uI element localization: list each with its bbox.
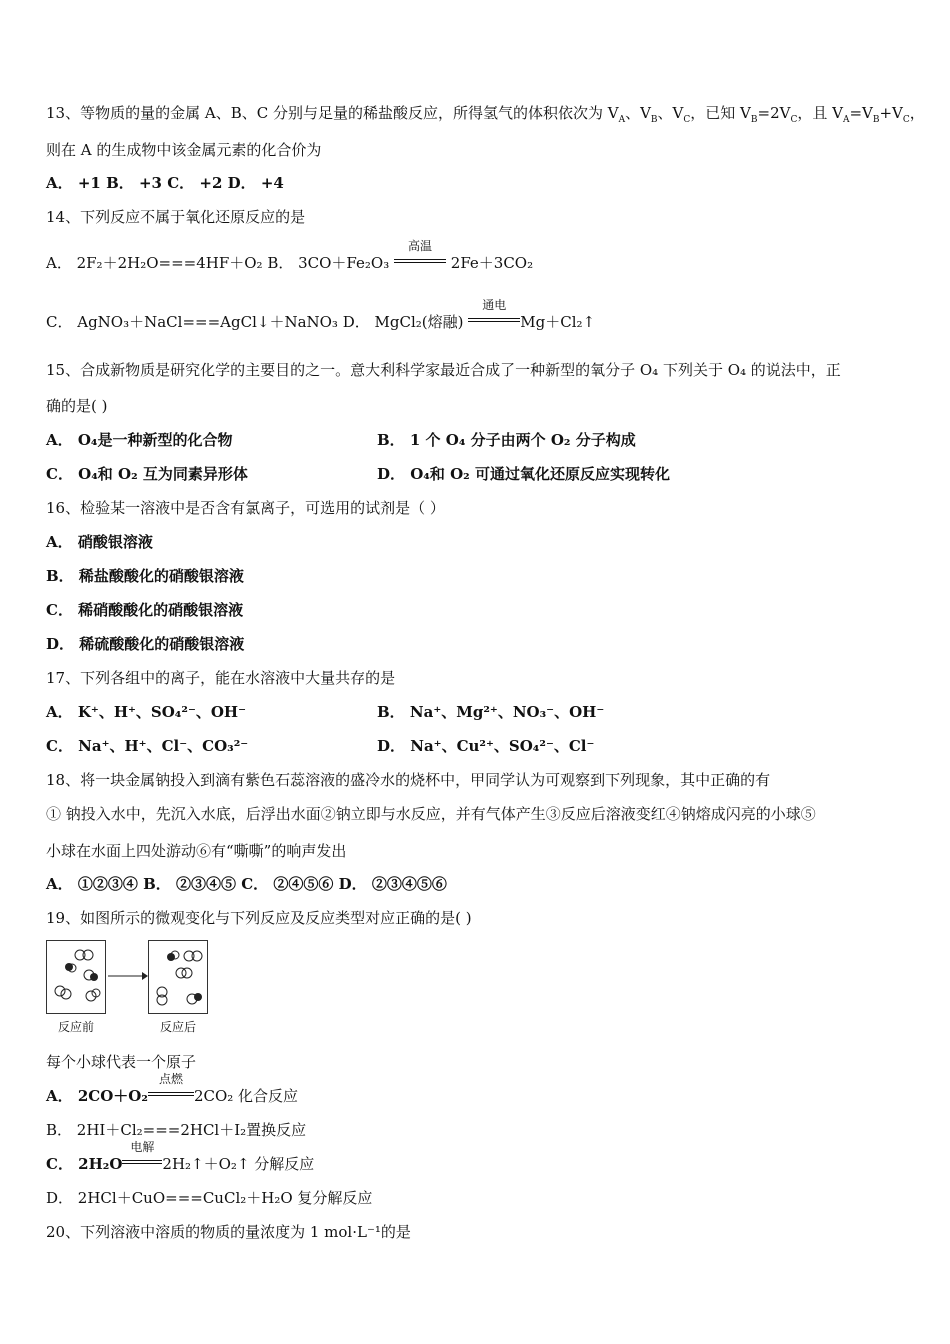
q19-c-condition-arrow: [122, 1140, 162, 1174]
q19-option-a: [46, 1072, 299, 1106]
q19-option-a-tail: 2CO₂ 化合反应: [193, 1087, 299, 1105]
q14-option-cd-text: C． AgNO₃＋NaCl===AgCl↓＋NaNO₃ D． MgCl₂(熔融): [46, 313, 464, 331]
q15-line2: 确的是( ): [46, 397, 108, 415]
q13-line1-mid: ，已知 V: [690, 104, 751, 122]
figure-before-box: [46, 940, 106, 1014]
q19-a-condition: 点燃: [158, 1072, 183, 1086]
q20-stem: 20、下列溶液中溶质的物质的量浓度为 1 mol·L⁻¹的是: [46, 1223, 411, 1241]
after-molecules-icon: [149, 941, 207, 1013]
q13-line1-text: 13、等物质的量的金属 A、B、C 分别与足量的稀盐酸反应，所得氢气的体积依次为 V: [46, 104, 619, 122]
q19-option-a-text: A． 2CO＋O₂: [46, 1087, 148, 1105]
q13-line2: 则在 A 的生成物中该金属元素的化合价为: [46, 141, 322, 159]
q19-note: 每个小球代表一个原子: [46, 1053, 197, 1071]
q16-option-d: D． 稀硫酸酸化的硝酸银溶液: [46, 635, 245, 653]
q17-stem: 17、下列各组中的离子，能在水溶液中大量共存的是: [46, 669, 396, 687]
q14-option-ab-text: A． 2F₂＋2H₂O===4HF＋O₂ B． 3CO＋Fe₂O₃: [46, 254, 390, 272]
q16-option-c: C． 稀硝酸酸化的硝酸银溶液: [46, 601, 244, 619]
q17-option-b: B． Na⁺、Mg²⁺、NO₃⁻、OH⁻: [377, 703, 605, 721]
q18-line3: 小球在水面上四处游动⑥有“嘶嘶”的响声发出: [46, 842, 347, 860]
q15-line1: 15、合成新物质是研究化学的主要目的之一。意大利科学家最近合成了一种新型的氧分子 O₄ 下列关于 O₄ 的说法中，正: [46, 361, 841, 379]
q19-option-c-tail: 2H₂↑＋O₂↑ 分解反应: [162, 1155, 315, 1173]
q14-option-ab: [46, 239, 534, 273]
q19-a-condition-arrow: [148, 1072, 194, 1106]
q15-option-d: D． O₄和 O₂ 可通过氧化还原反应实现转化: [377, 465, 670, 483]
q19-stem: 19、如图所示的微观变化与下列反应及反应类型对应正确的是( ): [46, 909, 472, 927]
q19-option-c-text: C． 2H₂O: [46, 1155, 123, 1173]
q13-line1: 13、等物质的量的金属 A、B、C 分别与足量的稀盐酸反应，所得氢气的体积依次为 $V_A$、$V_B$、$V_C$，已知 $V_B=2V_C$，且 $V_A=V_B+V_C$，: [46, 104, 925, 125]
arrow-icon: [106, 970, 148, 982]
q15-option-b: B． 1 个 O₄ 分子由两个 O₂ 分子构成: [377, 431, 636, 449]
q14-b-condition-arrow: [394, 239, 446, 273]
q15-option-c: C． O₄和 O₂ 互为同素异形体: [46, 465, 248, 483]
q13-line1-tail: ，且 V: [797, 104, 843, 122]
q18-stem: 18、将一块金属钠投入到滴有紫色石蕊溶液的盛冷水的烧杯中，甲同学认为可观察到下列现象，其中正确的有: [46, 771, 771, 789]
q19-option-d: D． 2HCl＋CuO===CuCl₂＋H₂O 复分解反应: [46, 1189, 373, 1207]
q13-options: A． +1 B． +3 C． +2 D． +4: [46, 174, 284, 192]
q16-stem: 16、检验某一溶液中是否含有氯离子，可选用的试剂是（ ）: [46, 499, 445, 517]
q19-option-c: [46, 1140, 315, 1174]
figure-after-caption: 反应后: [159, 1020, 196, 1034]
q19-option-b: B． 2HI＋Cl₂===2HCl＋I₂置换反应: [46, 1121, 307, 1139]
q19-reaction-figure: [46, 940, 216, 1035]
q19-c-condition: 电解: [130, 1140, 155, 1154]
q17-option-c: C． Na⁺、H⁺、Cl⁻、CO₃²⁻: [46, 737, 249, 755]
q17-option-a: A． K⁺、H⁺、SO₄²⁻、OH⁻: [46, 703, 247, 721]
q16-option-b: B． 稀盐酸酸化的硝酸银溶液: [46, 567, 244, 585]
figure-after-box: [148, 940, 208, 1014]
q14-option-b-tail: 2Fe＋3CO₂: [450, 254, 534, 272]
q18-options: A． ①②③④ B． ②③④⑤ C． ②④⑤⑥ D． ②③④⑤⑥: [46, 875, 447, 893]
q14-d-condition-arrow: [468, 298, 520, 332]
q14-option-d-tail: Mg＋Cl₂↑: [520, 313, 596, 331]
q17-option-d: D． Na⁺、Cu²⁺、SO₄²⁻、Cl⁻: [377, 737, 595, 755]
q14-b-condition: 高温: [407, 239, 432, 253]
q14-option-cd: [46, 298, 596, 332]
before-molecules-icon: [47, 941, 105, 1013]
q15-option-a: A． O₄是一种新型的化合物: [46, 431, 233, 449]
q16-option-a: A． 硝酸银溶液: [46, 533, 153, 551]
q14-d-condition: 通电: [482, 298, 507, 312]
q14-stem: 14、下列反应不属于氧化还原反应的是: [46, 208, 306, 226]
figure-before-caption: 反应前: [57, 1020, 94, 1034]
q18-line2: ① 钠投入水中，先沉入水底，后浮出水面②钠立即与水反应，并有气体产生③反应后溶液变红④钠熔成闪亮的小球⑤: [46, 805, 816, 823]
